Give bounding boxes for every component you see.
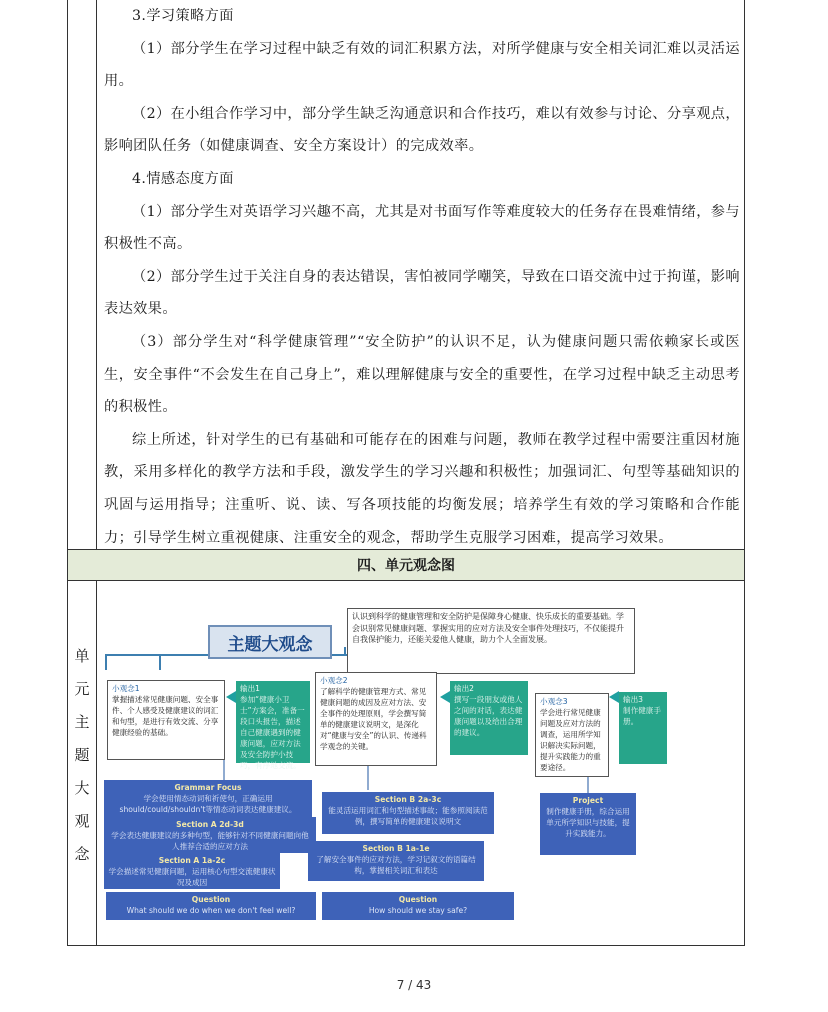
output-1-label: 输出1 xyxy=(240,684,261,693)
output-2-label: 输出2 xyxy=(454,684,475,693)
section-b-2a-3c-box xyxy=(322,792,494,834)
section-a-1a-2c-title: Section A 1a-2c xyxy=(158,856,226,865)
side-label-char: 单 xyxy=(74,647,90,665)
project-title: Project xyxy=(572,796,604,805)
side-label-char: 题 xyxy=(74,746,90,764)
concept-1-label: 小观念1 xyxy=(112,684,140,693)
paragraph: 4.情感态度方面 xyxy=(132,170,234,187)
output-2 xyxy=(450,681,528,755)
question-1-text: What should we do when we don't feel well? xyxy=(126,906,296,915)
output-1 xyxy=(236,681,310,770)
side-label-char: 大 xyxy=(74,779,90,797)
section-a-1a-2c-box xyxy=(104,853,280,889)
project-text: 制作健康手册，综合运用单元所学知识与技能，提升实践能力。 xyxy=(546,807,630,838)
paragraph: （1）部分学生在学习过程中缺乏有效的词汇积累方法，对所学健康与安全相关词汇难以灵活运用。 xyxy=(104,40,740,90)
section-a-2d-3d-title: Section A 2d-3d xyxy=(176,820,244,829)
table-border-inner-lower xyxy=(96,581,97,945)
side-label-char: 主 xyxy=(74,713,90,731)
section-a-2d-3d-box xyxy=(104,817,316,853)
table-border-inner xyxy=(96,0,97,549)
section-a-1a-2c-text: 学会描述常见健康问题，运用核心句型交流健康状况及成因 xyxy=(108,867,276,887)
table-border-bottom xyxy=(67,945,745,946)
side-label xyxy=(68,640,96,871)
section-b-1a-1e-title: Section B 1a-1e xyxy=(362,844,430,853)
page-number: 7 / 43 xyxy=(396,978,432,992)
side-label-char: 元 xyxy=(74,680,90,698)
question-1-box xyxy=(106,892,316,920)
concept-3-label: 小观念3 xyxy=(540,697,568,706)
concept-1 xyxy=(107,680,225,760)
paragraph: 3.学习策略方面 xyxy=(132,8,234,24)
main-theme-description: 认识到科学的健康管理和安全防护是保障身心健康、快乐成长的重要基础。学会识别常见健康问题、掌握实用的应对方法及安全事件处理技巧，不仅能提升自我保护能力，还能关爱他人健康，助力个人全面发展。 xyxy=(347,608,635,674)
table-border-right xyxy=(744,0,745,945)
concept-2 xyxy=(315,672,437,766)
question-2-box xyxy=(322,892,514,920)
paragraph: （1）部分学生对英语学习兴趣不高，尤其是对书面写作等难度较大的任务存在畏难情绪，参与积极性不高。 xyxy=(104,203,740,253)
concept-1-text: 掌握描述常见健康问题、安全事件、个人感受及健康建议的词汇和句型，是进行有效交流、分享健康经验的基础。 xyxy=(112,695,219,737)
concept-2-label: 小观念2 xyxy=(320,676,348,685)
output-2-text: 撰写一段朋友或他人之间的对话，表达健康问题以及给出合理的建议。 xyxy=(454,695,523,737)
project-box xyxy=(540,793,636,855)
paragraph: （3）部分学生对“科学健康管理”“安全防护”的认识不足，认为健康问题只需依赖家长或医生，安全事件“不会发生在自己身上”，难以理解健康与安全的重要性，在学习过程中缺乏主动思考的积极性。 xyxy=(104,333,740,416)
question-1-title: Question xyxy=(191,895,231,904)
grammar-focus-box xyxy=(104,780,312,820)
section-b-2a-3c-text: 能灵活运用词汇和句型描述事故；能参照阅读范例，撰写简单的健康建议说明文 xyxy=(328,806,488,826)
side-label-char: 念 xyxy=(74,845,90,863)
section-b-1a-1e-box xyxy=(308,841,484,881)
section-b-1a-1e-text: 了解安全事件的应对方法，学习记叙文的语篇结构，掌握相关词汇和表达 xyxy=(316,855,476,875)
section-a-2d-3d-text: 学会表达健康建议的多种句型，能够针对不同健康问题向他人推荐合适的应对方法 xyxy=(111,831,309,851)
analysis-text xyxy=(104,0,740,554)
paragraph: （2）部分学生过于关注自身的表达错误，害怕被同学嘲笑，导致在口语交流中过于拘谨，影响表达效果。 xyxy=(104,268,740,318)
paragraph: （2）在小组合作学习中，部分学生缺乏沟通意识和合作技巧，难以有效参与讨论、分享观点，影响团队任务（如健康调查、安全方案设计）的完成效率。 xyxy=(104,105,740,155)
concept-3 xyxy=(535,693,609,777)
output-3 xyxy=(619,692,667,764)
grammar-focus-title: Grammar Focus xyxy=(174,783,242,792)
question-2-title: Question xyxy=(398,895,438,904)
output-1-text: 参加“健康小卫士”方案会，准备一段口头报告，描述自己健康遇到的健康问题，应对方法及安全防护小技巧，有序地交流。 xyxy=(240,695,305,770)
output-3-text: 制作健康手册。 xyxy=(623,706,661,726)
main-theme-title: 主题大观念 xyxy=(208,625,332,659)
grammar-focus-text: 学会使用情态动词和祈使句，正确运用 should/could/shouldn't等情态动词表达健康建议。 xyxy=(119,794,297,814)
output-3-label: 输出3 xyxy=(623,695,644,704)
section-b-2a-3c-title: Section B 2a-3c xyxy=(374,795,442,804)
concept-3-text: 学会进行常见健康问题及应对方法的调查，运用所学知识解决实际问题，提升实践能力的重要途径。 xyxy=(540,708,601,772)
question-2-text: How should we stay safe? xyxy=(368,906,468,915)
unit-concept-map xyxy=(100,595,740,930)
paragraph: 综上所述，针对学生的已有基础和可能存在的困难与问题，教师在教学过程中需要注重因材施教，采用多样化的教学方法和手段，激发学生的学习兴趣和积极性；加强词汇、句型等基础知识的巩固与运用指导；注重听、说、读、写各项技能的均衡发展；培养学生有效的学习策略和合作能力；引导学生树立重视健康、注重安全的观念，帮助学生克服学习困难，提高学习效果。 xyxy=(104,431,740,546)
side-label-char: 观 xyxy=(74,812,90,830)
section-header: 四、单元观念图 xyxy=(68,549,744,581)
concept-2-text: 了解科学的健康管理方式、常见健康问题的成因及应对方法、安全事件的处理原则，学会撰写简单的健康建议说明文，是深化对“健康与安全”的认识、传递科学观念的关键。 xyxy=(320,687,427,751)
